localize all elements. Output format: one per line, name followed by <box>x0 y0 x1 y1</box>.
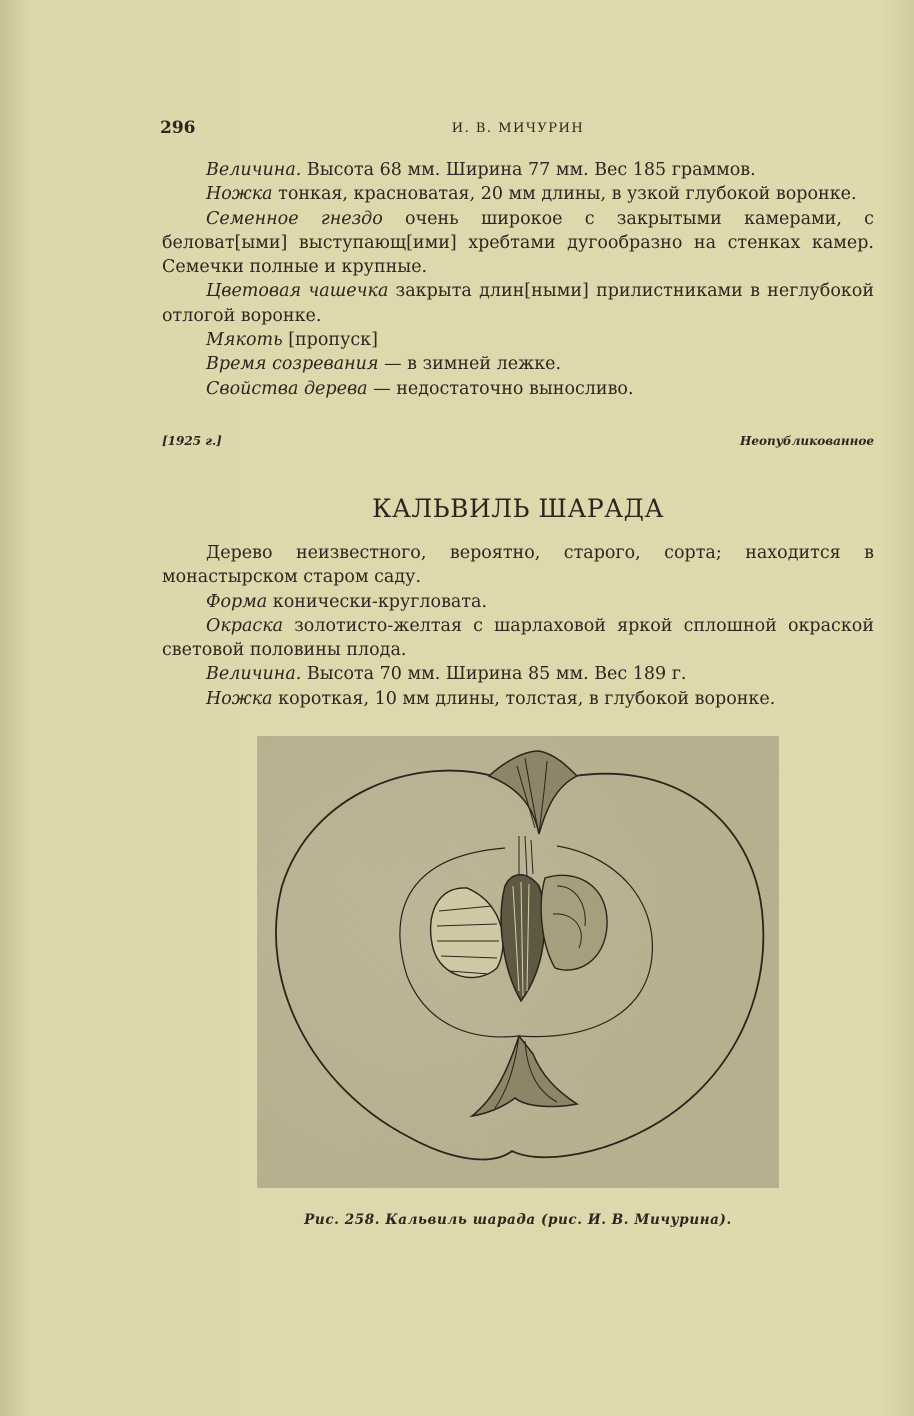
publication-status: Неопубликованное <box>740 434 874 448</box>
term-text: закрыта длин[ными] прилистниками в неглубокой отлогой воронке. <box>162 281 874 326</box>
right-seed <box>541 875 607 970</box>
article-title: КАЛЬВИЛЬ ШАРАДА <box>372 494 664 523</box>
term-label: Ножка <box>206 184 273 205</box>
term-label: Мякоть <box>206 330 283 351</box>
prev-flesh-line <box>162 328 874 352</box>
left-seed <box>431 888 503 978</box>
prev-tree-line <box>162 377 874 401</box>
term-text: конически-кругловата. <box>267 591 488 612</box>
intro-paragraph: Дерево неизвестного, вероятно, старого, сорта; находится в монастырском старом саду. <box>162 543 874 588</box>
term-label: Окраска <box>206 615 284 636</box>
term-label: Форма <box>206 591 268 612</box>
page-header <box>160 118 876 142</box>
prev-size-line <box>162 158 874 182</box>
figure-caption: Рис. 258. Кальвиль шарада (рис. И. В. Мичурина). <box>304 1212 732 1228</box>
stalk-line <box>162 687 874 711</box>
term-text: Высота 70 мм. Ширина 85 мм. Вес 189 г. <box>301 664 687 685</box>
term-label: Величина. <box>206 664 302 685</box>
date-signature: [1925 г.] <box>162 434 222 448</box>
article-body <box>162 541 874 711</box>
previous-entry-text <box>162 158 874 401</box>
shape-line <box>162 590 874 614</box>
term-text: тонкая, красноватая, 20 мм длины, в узкой глубокой воронке. <box>272 184 857 205</box>
page-number: 296 <box>160 118 196 138</box>
calyx-basin <box>472 1036 577 1116</box>
term-label: Цветовая чашечка <box>206 281 389 302</box>
term-text: [пропуск] <box>282 330 378 351</box>
term-text: — в зимней лежке. <box>378 354 562 375</box>
term-text: золотисто-желтая с шарлаховой яркой сплошной окраской световой половины плода. <box>162 615 874 661</box>
term-text: очень широкое с закрытыми камерами, с беловат[ыми] выступающ[ими] хребтами дугообразно на стенках камер. Семечки полные и крупные. <box>162 208 874 278</box>
prev-stalk-paragraph <box>162 182 874 206</box>
term-text: короткая, 10 мм длины, толстая, в глубокой воронке. <box>272 688 776 709</box>
term-text: — недостаточно выносливо. <box>367 378 634 399</box>
vascular-lines <box>519 836 533 876</box>
term-label: Свойства дерева <box>206 378 368 399</box>
color-paragraph <box>162 614 874 663</box>
term-label: Величина. <box>206 160 302 180</box>
term-label: Ножка <box>206 688 273 709</box>
prev-calyx-paragraph <box>162 279 874 328</box>
apple-drawing <box>257 736 779 1188</box>
term-text: Высота 68 мм. Ширина 77 мм. Вес 185 граммов. <box>301 160 756 180</box>
term-label: Время созревания <box>206 354 379 375</box>
term-label: Семенное гнездо <box>206 208 383 229</box>
apple-cross-section-figure <box>257 736 779 1188</box>
prev-ripening-line <box>162 352 874 376</box>
running-head: И. В. МИЧУРИН <box>451 121 585 136</box>
size-line <box>162 662 874 686</box>
prev-core-paragraph <box>162 207 874 280</box>
